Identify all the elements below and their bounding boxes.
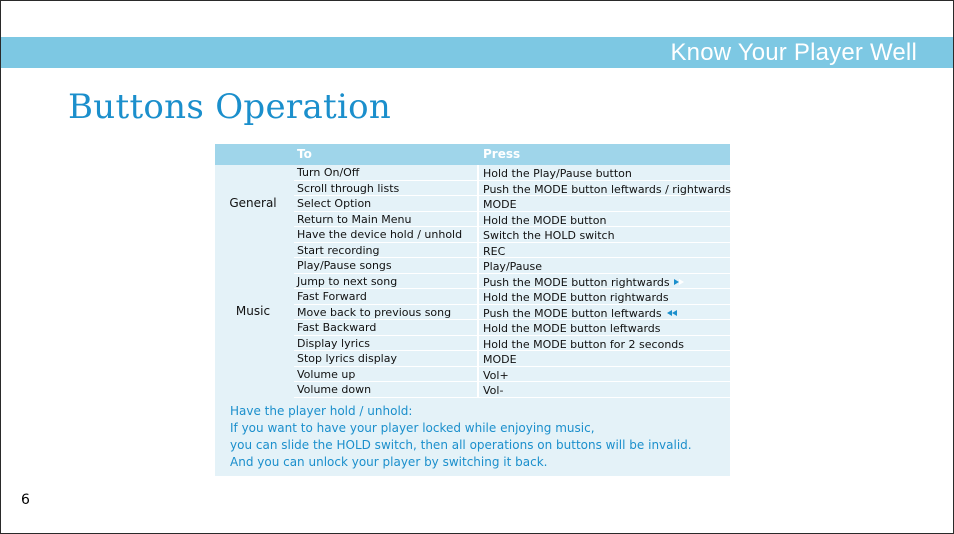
row-to: Return to Main Menu (297, 212, 412, 226)
table-row (294, 258, 730, 274)
table-row (294, 274, 730, 290)
table-row (294, 336, 730, 352)
column-header-press: Press (483, 147, 521, 161)
row-to: Have the device hold / unhold (297, 228, 463, 241)
row-press: Push the MODE button leftwards (483, 306, 662, 320)
row-press: Play/Pause (483, 260, 542, 273)
row-press-with-icon (483, 307, 677, 320)
row-to: Jump to next song (297, 274, 398, 288)
row-press: Hold the MODE button (483, 213, 607, 227)
row-to: Start recording (297, 243, 380, 257)
row-press: Vol+ (483, 368, 509, 382)
group-label-music: Music (235, 304, 271, 318)
table-row (294, 165, 730, 181)
table-row (294, 320, 730, 336)
row-to: Fast Forward (297, 290, 367, 303)
row-press: Push the MODE button rightwards (483, 275, 670, 289)
buttons-operation-table (215, 144, 730, 476)
table-rows (294, 165, 730, 398)
row-to: Volume up (297, 367, 356, 381)
table-row (294, 367, 730, 383)
row-to: Fast Backward (297, 321, 377, 334)
row-press: Hold the MODE button for 2 seconds (483, 337, 685, 351)
note-line: And you can unlock your player by switching it back. (230, 455, 548, 469)
row-to: Move back to previous song (297, 305, 452, 319)
table-row (294, 196, 730, 212)
row-to: Turn On/Off (297, 166, 360, 179)
row-press: Vol- (483, 384, 504, 397)
table-row (294, 305, 730, 321)
group-label-general: General (229, 196, 277, 210)
row-press: Hold the MODE button leftwards (483, 322, 661, 335)
row-to: Display lyrics (297, 336, 370, 350)
table-row (294, 351, 730, 367)
table-row (294, 289, 730, 305)
hold-note (230, 403, 692, 471)
page-number: 6 (21, 492, 30, 508)
row-press-with-icon (483, 276, 685, 289)
row-press: Push the MODE button leftwards / rightwards (483, 182, 731, 196)
table-row (294, 212, 730, 228)
table-row (294, 181, 730, 197)
header-banner (1, 37, 953, 68)
note-line: you can slide the HOLD switch, then all operations on buttons will be invalid. (230, 438, 692, 452)
note-line: If you want to have your player locked while enjoying music, (230, 421, 595, 435)
row-press: Hold the MODE button rightwards (483, 291, 669, 304)
page-title: Buttons Operation (68, 87, 392, 127)
row-press: Switch the HOLD switch (483, 229, 615, 242)
table-row (294, 227, 730, 243)
fast-forward-icon (674, 279, 685, 286)
note-heading: Have the player hold / unhold: (230, 404, 413, 418)
table-row (294, 243, 730, 259)
row-to: Stop lyrics display (297, 352, 397, 365)
row-to: Scroll through lists (297, 181, 400, 195)
table-row (294, 382, 730, 398)
row-press: Hold the Play/Pause button (483, 167, 632, 180)
column-header-to: To (297, 147, 312, 161)
table-header (215, 144, 730, 165)
row-to: Volume down (297, 383, 372, 396)
row-press: MODE (483, 353, 517, 366)
row-to: Play/Pause songs (297, 259, 392, 272)
rewind-icon (666, 310, 677, 317)
row-press: REC (483, 244, 506, 258)
row-press: MODE (483, 198, 517, 211)
banner-title: Know Your Player Well (670, 39, 917, 66)
row-to: Select Option (297, 197, 372, 210)
